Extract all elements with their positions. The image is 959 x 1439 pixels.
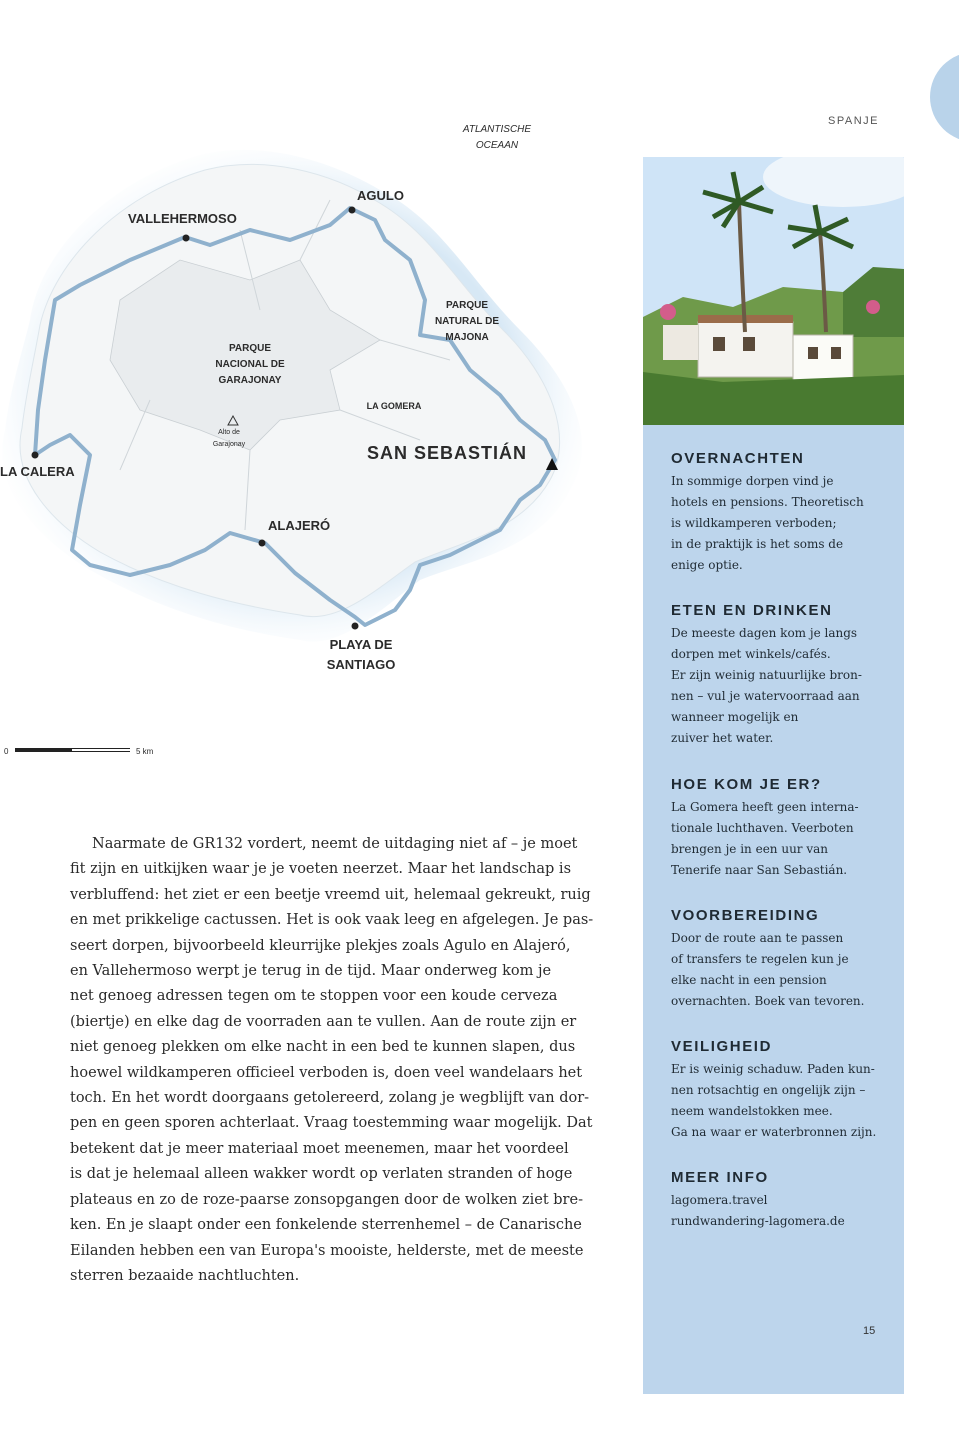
marker-la-calera (32, 452, 39, 459)
section-line: Er is weinig schaduw. Paden kun- (671, 1062, 875, 1076)
label-garajonay-3: GARAJONAY (218, 375, 282, 386)
country-header: SPANJE (828, 115, 879, 127)
section-line: neem wandelstokken mee. (671, 1104, 833, 1118)
section-line: enige optie. (671, 558, 743, 572)
label-san-sebastian: SAN SEBASTIÁN (367, 443, 528, 463)
section-overnachten (671, 450, 886, 576)
section-line: nen rotsachtig en ongelijk zijn – (671, 1083, 866, 1097)
section-line: overnachten. Boek van tevoren. (671, 994, 865, 1008)
sea-label-2: OCEAAN (475, 140, 519, 151)
label-majona-2: NATURAL DE (434, 316, 500, 327)
section-line: hotels en pensions. Theoretisch (671, 495, 864, 509)
marker-playa-de-santiago (352, 623, 359, 630)
section-title: VEILIGHEID (671, 1038, 773, 1055)
section-line: tionale luchthaven. Veerboten (671, 821, 854, 835)
section-line: nen – vul je watervoorraad aan (671, 689, 860, 703)
marker-agulo (349, 207, 356, 214)
body-line: Eilanden hebben een van Europa's mooiste, helderste, met de meeste (70, 1242, 584, 1259)
body-line: toch. En het wordt doorgaans getolereerd, zolang je wegblijft van dor- (70, 1090, 590, 1107)
section-line: In sommige dorpen vind je (671, 474, 834, 488)
body-line: hoewel wildkamperen officieel verboden is, doen veel wandelaars het (70, 1064, 583, 1081)
body-line: (biertje) en elke dag de voorraden aan te vullen. Aan de route zijn er (70, 1013, 577, 1030)
section-line: Tenerife naar San Sebastián. (671, 863, 848, 877)
marker-alajero (259, 540, 266, 547)
label-garajonay-1: PARQUE (228, 343, 272, 354)
label-playa-1: PLAYA DE (329, 637, 393, 652)
label-majona-1: PARQUE (445, 300, 489, 311)
body-line: plateaus en zo de roze-paarse zonsopgangen door de wolken ziet bre- (70, 1191, 583, 1208)
section-line: elke nacht in een pension (671, 973, 827, 987)
body-line: seert dorpen, bijvoorbeeld kleurrijke plekjes zoals Agulo en Alajeró, (70, 937, 571, 954)
label-la-gomera: LA GOMERA (366, 401, 422, 411)
section-line: brengen je in een uur van (671, 842, 829, 856)
section-line: Door de route aan te passen (671, 931, 844, 945)
scale-bar (4, 747, 154, 756)
section-veiligheid (671, 1038, 886, 1143)
info-link[interactable]: rundwandering-lagomera.de (671, 1214, 845, 1228)
section-line: wanneer mogelijk en (671, 710, 799, 724)
section-title: ETEN EN DRINKEN (671, 602, 833, 619)
label-la-calera: LA CALERA (0, 464, 75, 479)
section-line: in de praktijk is het soms de (671, 537, 844, 551)
section-line: La Gomera heeft geen interna- (671, 800, 859, 814)
body-line: pen en geen sporen achterlaat. Vraag toestemming waar mogelijk. Dat (70, 1115, 593, 1132)
sea-label-1: ATLANTISCHE (462, 124, 532, 135)
body-line: en Vallehermoso werpt je terug in de tijd. Maar onderweg kom je (70, 963, 552, 980)
route-map (0, 110, 600, 770)
body-line: betekent dat je meer materiaal moet meenemen, maar het voordeel (70, 1140, 569, 1157)
section-line: Er zijn weinig natuurlijke bron- (671, 668, 862, 682)
body-line: net genoeg adressen tegen om te stoppen voor een koude cerveza (70, 988, 558, 1005)
label-alto-2: Garajonay (212, 441, 246, 448)
village-photo (643, 157, 904, 425)
body-line: en met prikkelige cactussen. Het is ook vaak leeg en afgelegen. Je pas- (70, 912, 594, 929)
section-eten-en-drinken (671, 602, 886, 749)
body-line: ken. En je slaapt onder een fonkelende sterrenhemel – de Canarische (70, 1217, 582, 1234)
page-number: 15 (863, 1325, 876, 1337)
body-line: niet genoeg plekken om elke nacht in een bed te kunnen slapen, dus (70, 1039, 576, 1056)
section-line: is wildkamperen verboden; (671, 516, 837, 530)
label-playa-2: SANTIAGO (326, 657, 396, 672)
scale-start: 0 (4, 747, 9, 756)
info-link[interactable]: lagomera.travel (671, 1193, 768, 1207)
body-line: sterren bezaaide nachtluchten. (70, 1267, 300, 1284)
label-alajero: ALAJERÓ (268, 518, 331, 533)
body-line: Naarmate de GR132 vordert, neemt de uitdaging niet af – je moet (92, 836, 578, 852)
article-body (70, 832, 594, 1289)
section-line: De meeste dagen kom je langs (671, 626, 858, 640)
body-line: fit zijn en uitkijken waar je je voeten neerzet. Maar het landschap is (70, 861, 572, 878)
section-title: MEER INFO (671, 1169, 769, 1186)
section-line: zuiver het water. (671, 731, 774, 745)
section-tab (930, 52, 959, 142)
info-sidebar (643, 425, 904, 1394)
section-meer-info (671, 1169, 886, 1232)
body-line: verbluffend: het ziet er een beetje vreemd uit, helemaal gekreukt, ruig (70, 886, 591, 903)
section-title: OVERNACHTEN (671, 450, 805, 467)
label-vallehermoso: VALLEHERMOSO (128, 211, 237, 226)
label-agulo: AGULO (357, 188, 404, 203)
label-alto-1: Alto de (218, 429, 240, 436)
marker-vallehermoso (183, 235, 190, 242)
section-hoe-kom-je-er (671, 776, 886, 881)
scale-end: 5 km (136, 747, 154, 756)
section-line: of transfers te regelen kun je (671, 952, 849, 966)
section-line: Ga na waar er waterbronnen zijn. (671, 1125, 877, 1139)
section-line: dorpen met winkels/cafés. (671, 647, 831, 661)
section-title: HOE KOM JE ER? (671, 776, 822, 793)
label-garajonay-2: NACIONAL DE (215, 359, 285, 370)
body-line: is dat je helemaal alleen wakker wordt op verlaten stranden of hoge (70, 1166, 573, 1183)
section-voorbereiding (671, 907, 886, 1012)
section-title: VOORBEREIDING (671, 907, 820, 924)
label-majona-3: MAJONA (445, 332, 489, 343)
